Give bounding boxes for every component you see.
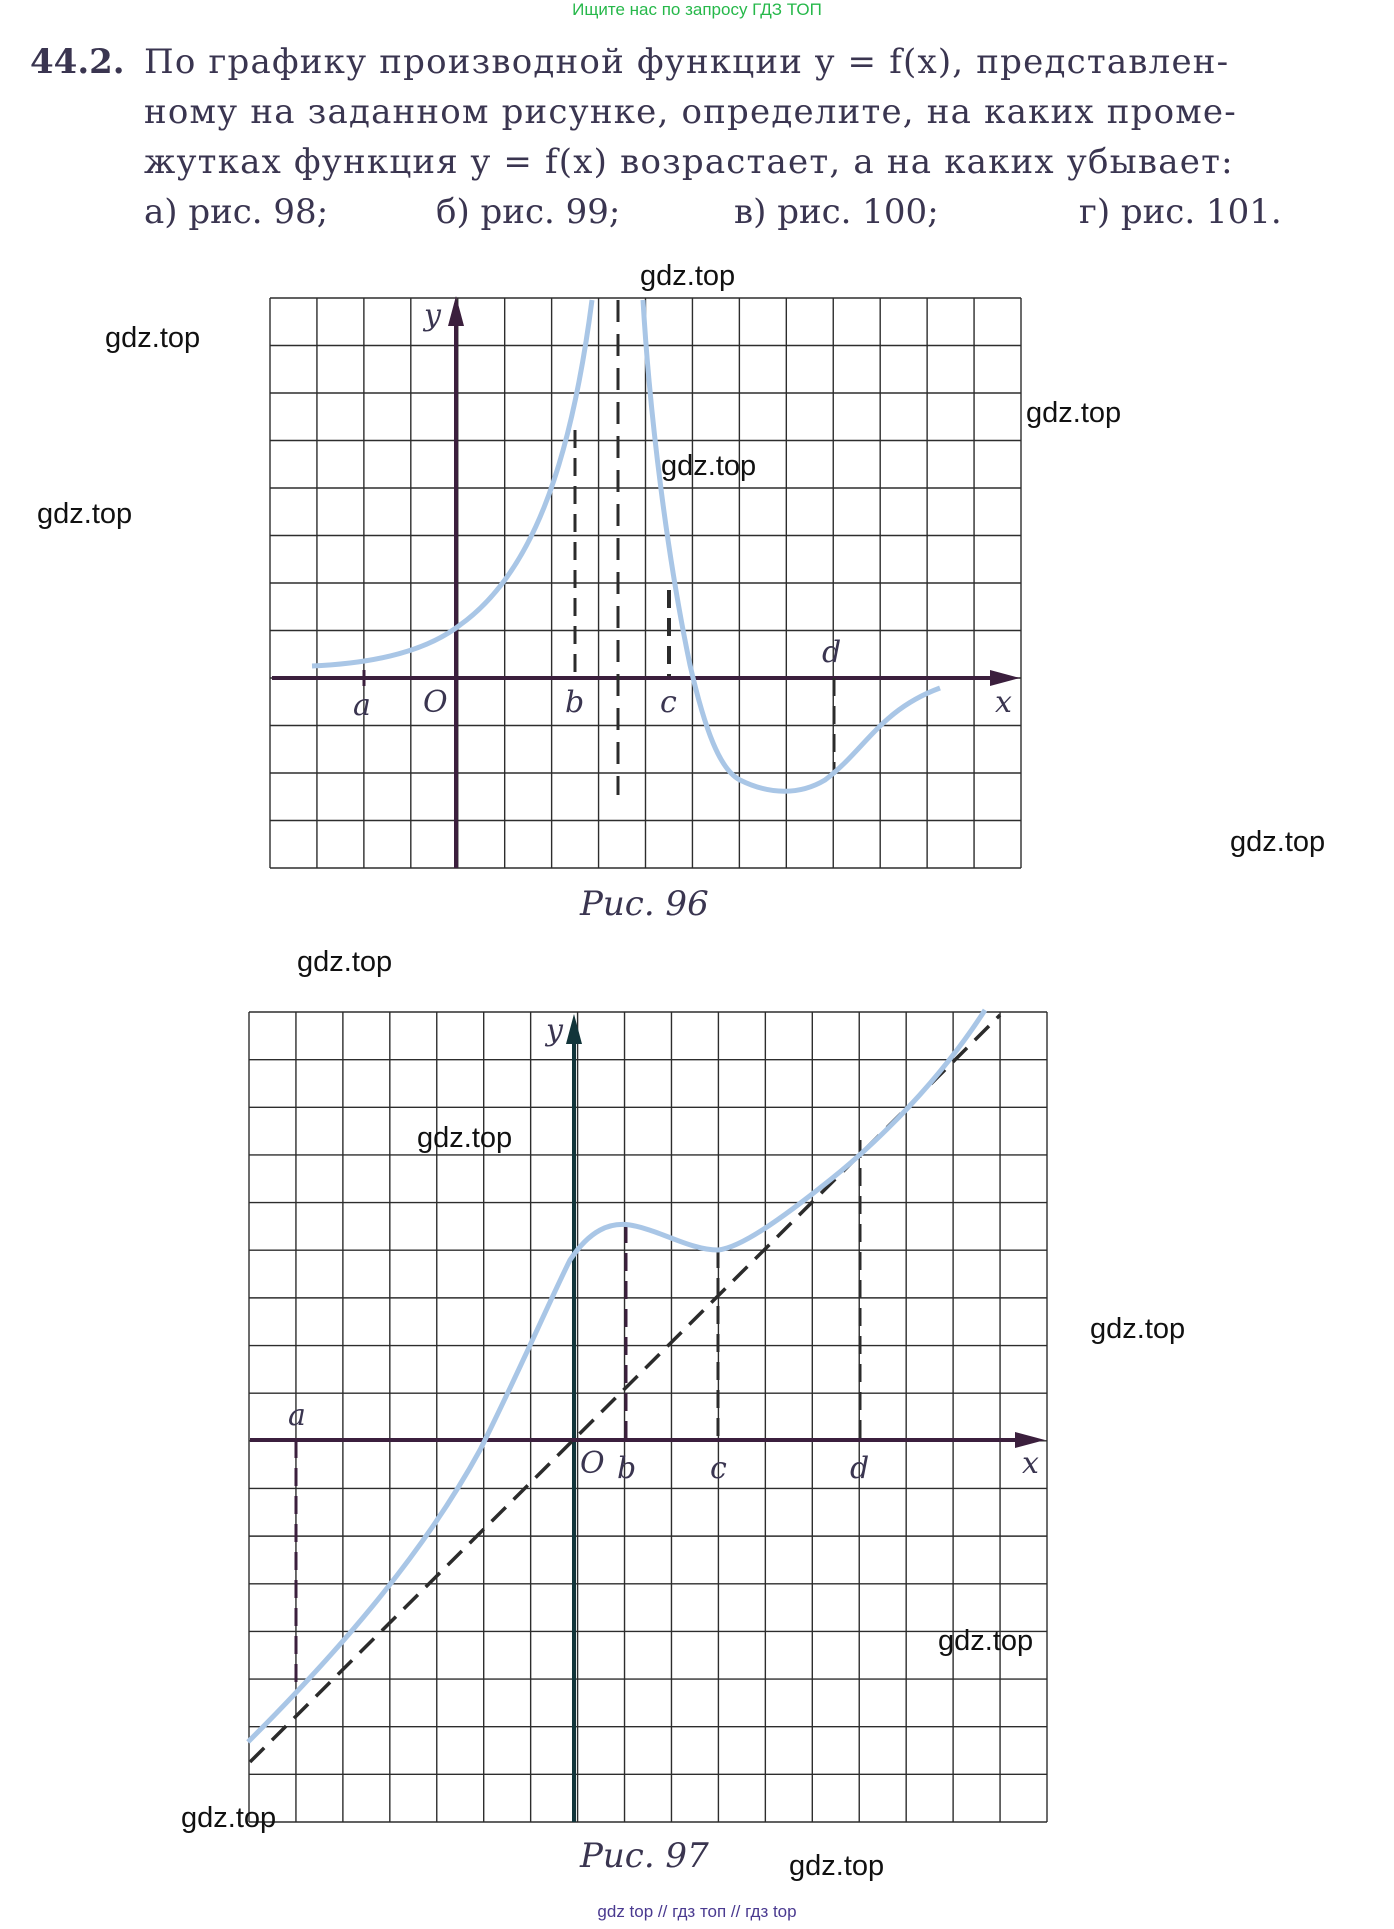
figure-97-grid — [249, 1012, 1047, 1822]
figure-97-curve — [248, 1010, 985, 1742]
figure-97-c-label: c — [710, 1451, 727, 1486]
figure-96-origin-label: O — [423, 685, 448, 720]
watermark: gdz.top — [789, 1850, 885, 1882]
figure-97-y-arrow — [566, 1014, 582, 1044]
figure-97-y-label: y — [546, 1013, 563, 1048]
figure-97-origin-label: O — [580, 1446, 605, 1481]
figure-96-y-label: y — [424, 298, 441, 333]
figure-97-x-label: x — [1022, 1446, 1039, 1481]
watermark: gdz.top — [938, 1625, 1034, 1657]
watermark: gdz.top — [640, 260, 736, 292]
figure-96-caption: Рис. 96 — [580, 884, 709, 924]
part-a: а) рис. 98; — [144, 192, 329, 232]
part-b: б) рис. 99; — [436, 192, 621, 232]
figure-96-a-label: a — [353, 688, 371, 723]
watermark: gdz.top — [1090, 1313, 1186, 1345]
watermark: gdz.top — [297, 946, 393, 978]
top-banner[interactable]: Ищите нас по запросу ГДЗ ТОП — [572, 0, 822, 19]
part-c: в) рис. 100; — [734, 192, 939, 232]
watermark: gdz.top — [417, 1122, 513, 1154]
problem-line-1: По графику производной функции y = f(x), представлен- — [144, 42, 1230, 82]
figure-97-caption: Рис. 97 — [580, 1836, 709, 1876]
problem-number: 44.2. — [30, 42, 125, 82]
watermark: gdz.top — [181, 1802, 277, 1834]
figure-97-d-label: d — [850, 1451, 870, 1486]
figure-96-x-label: x — [995, 685, 1012, 720]
problem-line-2: ному на заданном рисунке, определите, на каких проме- — [144, 92, 1237, 132]
problem-line-3: жутках функция y = f(x) возрастает, а на каких убывает: — [144, 142, 1234, 182]
watermark: gdz.top — [1230, 826, 1326, 858]
figure-96-c-label: c — [660, 685, 677, 720]
figure-96-b-label: b — [565, 685, 585, 720]
part-d: г) рис. 101. — [1079, 192, 1282, 232]
figure-97-a-label: a — [288, 1398, 306, 1433]
figure-97-b-label: b — [617, 1451, 637, 1486]
watermark: gdz.top — [105, 322, 201, 354]
watermark: gdz.top — [1026, 397, 1122, 429]
figure-96-d-label: d — [822, 635, 842, 670]
watermark: gdz.top — [661, 450, 757, 482]
footer-links[interactable]: gdz top // гдз топ // гдз top — [597, 1902, 797, 1921]
watermark: gdz.top — [37, 498, 133, 530]
